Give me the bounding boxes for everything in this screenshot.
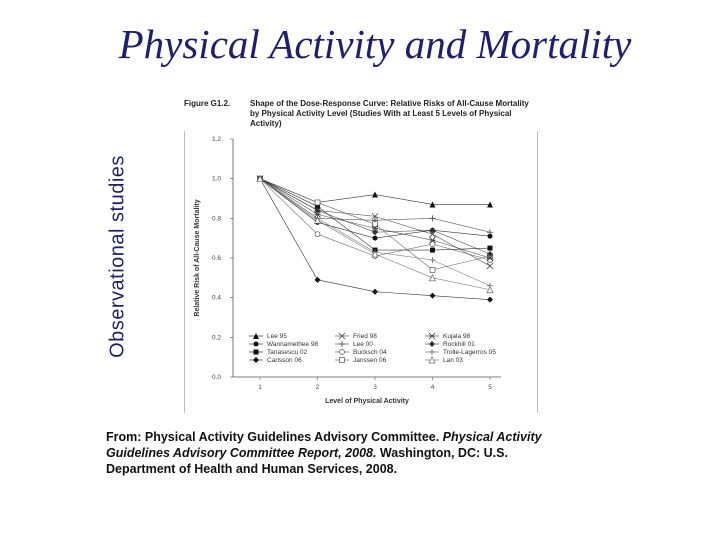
- data-point: [487, 229, 493, 235]
- source-report: Physical Activity Guidelines Advisory Committee Report, 2008.: [106, 430, 542, 460]
- figure-caption: [184, 99, 534, 129]
- legend-label: Janssen 06: [353, 357, 387, 364]
- legend-marker: [253, 357, 259, 363]
- data-point: [373, 236, 378, 241]
- legend-marker: [339, 341, 345, 347]
- data-point: [430, 293, 436, 299]
- data-point: [487, 297, 493, 303]
- legend-label: Lan 03: [443, 357, 463, 364]
- data-point: [430, 267, 435, 272]
- figure: [184, 99, 536, 413]
- x-tick-label: 1: [258, 384, 262, 391]
- x-tick-label: 4: [430, 384, 435, 391]
- y-tick-label: 1.2: [211, 136, 221, 143]
- data-point: [430, 215, 436, 221]
- y-tick-label: 0.2: [211, 334, 221, 342]
- data-point: [315, 232, 320, 237]
- legend-marker: [254, 342, 259, 347]
- legend-label: Lee 95: [267, 333, 287, 340]
- figure-caption-text: Shape of the Dose-Response Curve: Relative Risks of All-Cause Mortality by Physical Activity Level (Studies With at Least 5 Levels of Physical Activity): [250, 99, 529, 128]
- slide-title: Physical Activity and Mortality: [118, 21, 632, 67]
- side-label: Observational studies: [106, 155, 129, 358]
- data-point: [487, 263, 493, 269]
- legend-marker: [429, 341, 435, 347]
- chart-frame: [184, 131, 538, 413]
- legend-label: Rockhill 01: [443, 341, 475, 348]
- x-axis-title: Level of Physical Activity: [325, 398, 409, 405]
- data-point: [430, 248, 435, 253]
- source-citation: [106, 429, 576, 477]
- legend-marker: [429, 349, 435, 355]
- y-tick-label: 0.8: [211, 215, 221, 223]
- figure-label: Figure G1.2.: [184, 99, 231, 108]
- data-point: [372, 289, 378, 295]
- x-tick-label: 5: [488, 384, 492, 391]
- legend-marker: [254, 350, 259, 355]
- data-point: [488, 246, 493, 251]
- x-tick-label: 2: [315, 384, 320, 391]
- x-tick-label: 3: [373, 384, 377, 391]
- legend-label: Tanasescu 02: [267, 349, 308, 356]
- legend-label: Fried 98: [353, 333, 377, 340]
- legend-marker: [340, 350, 345, 355]
- legend-label: Kujala 98: [443, 333, 471, 340]
- legend-marker: [340, 358, 345, 363]
- source-suffix: Washington, DC: U.S. Department of Health and Human Services, 2008.: [106, 446, 508, 476]
- data-point: [315, 277, 321, 283]
- legend-marker: [429, 333, 435, 339]
- source-prefix: From: Physical Activity Guidelines Advisory Committee.: [106, 430, 443, 444]
- y-tick-label: 1.0: [211, 175, 221, 183]
- data-point: [487, 287, 493, 293]
- legend-label: Carlsson 06: [267, 357, 302, 364]
- data-point: [315, 200, 320, 205]
- y-tick-label: 0.4: [211, 294, 221, 302]
- data-point: [430, 257, 436, 263]
- y-tick-label: 0.0: [211, 374, 221, 381]
- legend-label: Lee 00: [353, 341, 373, 348]
- dose-response-chart: [185, 131, 537, 413]
- y-tick-label: 0.6: [211, 255, 221, 262]
- legend-label: Wannamethee 98: [267, 341, 319, 348]
- y-axis-title: Relative Risk of All-Cause Mortality: [194, 199, 201, 317]
- legend-label: Bucksch 04: [353, 349, 387, 356]
- legend-label: Trolle-Lagerros 05: [443, 349, 496, 356]
- data-point: [430, 275, 436, 281]
